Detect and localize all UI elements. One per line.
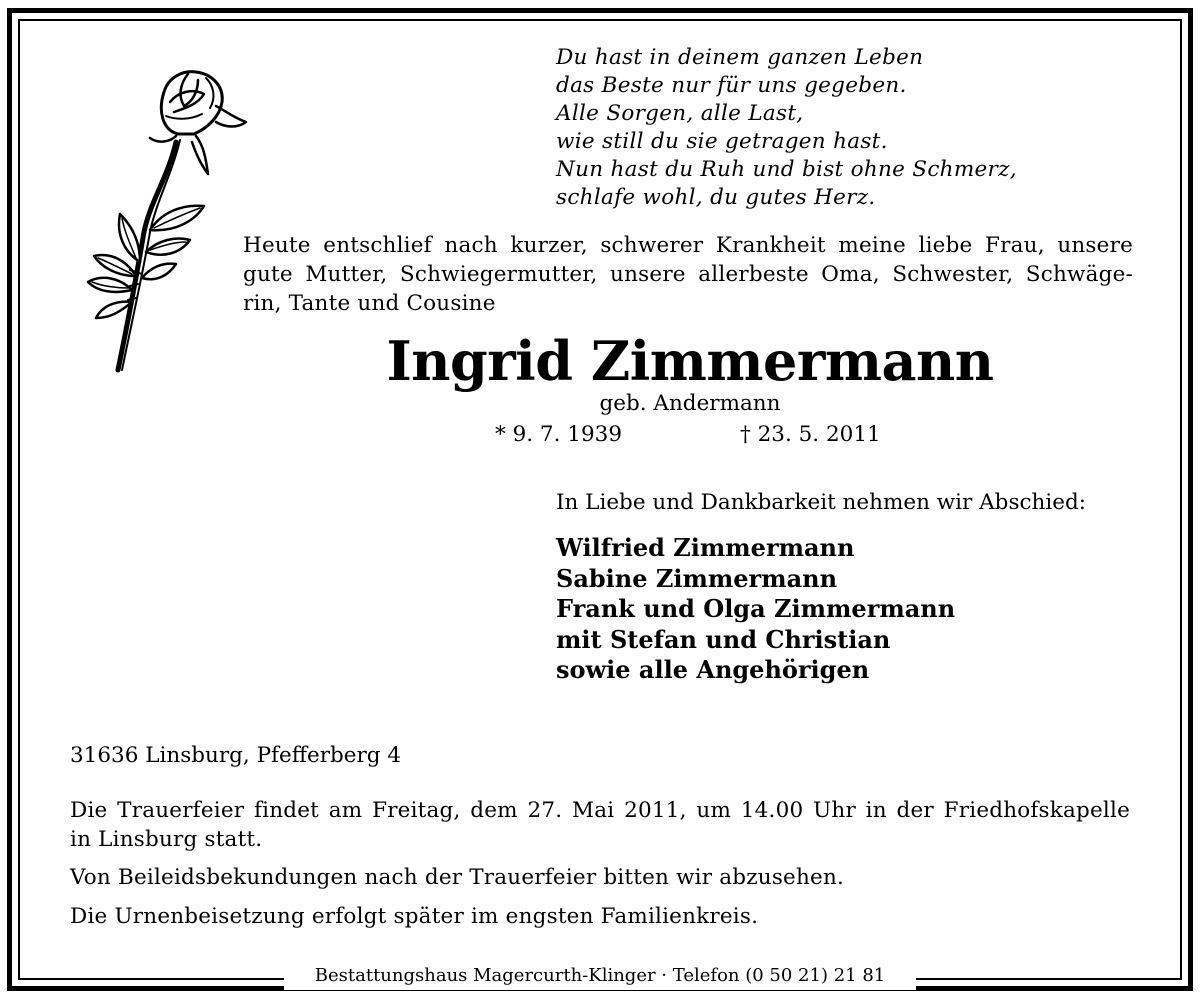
mourners-list — [556, 533, 955, 686]
service-line: Die Trauerfeier findet am Freitag, dem 27. Mai 2011, um 14.00 Uhr in der Friedhofskapelle — [70, 798, 1130, 823]
condolence-note: Von Beileidsbekundungen nach der Trauerfeier bitten wir abzusehen. — [70, 865, 845, 890]
poem — [556, 44, 1017, 212]
death-date: † 23. 5. 2011 — [740, 422, 881, 447]
farewell-line: In Liebe und Dankbarkeit nehmen wir Abschied: — [556, 490, 1086, 515]
mourner-name: Wilfried Zimmermann — [556, 533, 855, 562]
rose-icon — [58, 62, 258, 377]
intro-paragraph — [243, 231, 1133, 318]
birth-name: geb. Andermann — [599, 391, 781, 416]
poem-line: Du hast in deinem ganzen Leben — [556, 45, 924, 70]
mourner-name: mit Stefan und Christian — [556, 624, 891, 654]
mourner-name: Frank und Olga Zimmermann — [556, 594, 956, 623]
mourner-name: Sabine Zimmermann — [556, 563, 838, 593]
deceased-name: Ingrid Zimmermann — [386, 329, 994, 393]
funeral-home-footer: Bestattungshaus Magercurth-Klinger · Telefon (0 50 21) 21 81 — [284, 962, 916, 990]
poem-line: Nun hast du Ruh und bist ohne Schmerz, — [556, 157, 1017, 182]
poem-line: wie still du sie getragen hast. — [556, 129, 888, 154]
poem-line: das Beste nur für uns gegeben. — [556, 73, 907, 98]
service-line: in Linsburg statt. — [70, 827, 263, 852]
urn-burial-note: Die Urnenbeisetzung erfolgt später im engsten Familienkreis. — [70, 904, 759, 929]
poem-line: schlafe wohl, du gutes Herz. — [556, 185, 876, 210]
service-notice — [70, 796, 1130, 854]
family-address: 31636 Linsburg, Pfefferberg 4 — [70, 743, 402, 768]
birth-date: * 9. 7. 1939 — [495, 422, 622, 447]
intro-line: gute Mutter, Schwiegermutter, unsere allerbeste Oma, Schwester, Schwäge- — [243, 262, 1133, 287]
intro-line: Heute entschlief nach kurzer, schwerer Krankheit meine liebe Frau, unsere — [243, 233, 1133, 258]
poem-line: Alle Sorgen, alle Last, — [556, 101, 804, 126]
intro-line: rin, Tante und Cousine — [243, 291, 496, 316]
mourner-name: sowie alle Angehörigen — [556, 655, 870, 684]
